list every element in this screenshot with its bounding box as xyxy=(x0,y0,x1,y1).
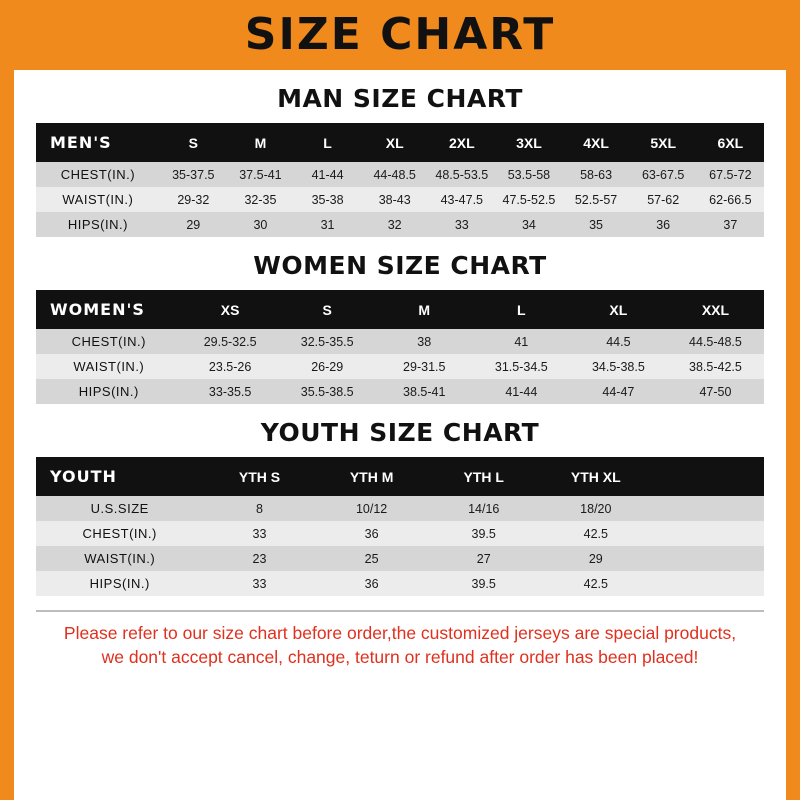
man-col-5xl: 5XL xyxy=(630,123,697,162)
youth-row-label-header: YOUTH xyxy=(36,457,203,496)
section-title-women: WOMEN SIZE CHART xyxy=(253,251,547,280)
man-hips-6xl: 37 xyxy=(697,212,764,237)
women-chest-s: 32.5-35.5 xyxy=(279,329,376,354)
youth-ussize-yth-s: 8 xyxy=(203,496,315,521)
youth-ussize-yth-xl: 18/20 xyxy=(540,496,652,521)
women-table-header xyxy=(36,290,764,329)
man-chest-6xl: 67.5-72 xyxy=(697,162,764,187)
youth-col-yth-s: YTH S xyxy=(203,457,315,496)
youth-row-chest-label: CHEST(IN.) xyxy=(36,521,203,546)
table-header-row xyxy=(36,290,764,329)
table-row xyxy=(36,187,764,212)
women-waist-l: 31.5-34.5 xyxy=(473,354,570,379)
table-row xyxy=(36,162,764,187)
women-hips-s: 35.5-38.5 xyxy=(279,379,376,404)
youth-col-yth-l: YTH L xyxy=(428,457,540,496)
youth-row-waist-label: WAIST(IN.) xyxy=(36,546,203,571)
table-header-row xyxy=(36,457,764,496)
man-hips-xl: 32 xyxy=(361,212,428,237)
man-col-2xl: 2XL xyxy=(428,123,495,162)
women-col-xxl: XXL xyxy=(667,290,764,329)
youth-hips-spacer xyxy=(652,571,764,596)
table-row xyxy=(36,379,764,404)
women-row-label-header: WOMEN'S xyxy=(36,290,182,329)
section-title-youth: YOUTH SIZE CHART xyxy=(260,418,540,447)
table-row xyxy=(36,571,764,596)
women-col-m: M xyxy=(376,290,473,329)
table-row xyxy=(36,329,764,354)
content-area xyxy=(14,84,786,669)
table-row xyxy=(36,212,764,237)
man-col-4xl: 4XL xyxy=(563,123,630,162)
man-chest-s: 35-37.5 xyxy=(160,162,227,187)
women-hips-l: 41-44 xyxy=(473,379,570,404)
youth-waist-yth-l: 27 xyxy=(428,546,540,571)
women-waist-s: 26-29 xyxy=(279,354,376,379)
man-waist-l: 35-38 xyxy=(294,187,361,212)
youth-waist-yth-s: 23 xyxy=(203,546,315,571)
man-size-table xyxy=(36,123,764,237)
man-chest-l: 41-44 xyxy=(294,162,361,187)
women-waist-m: 29-31.5 xyxy=(376,354,473,379)
man-hips-l: 31 xyxy=(294,212,361,237)
youth-table-body xyxy=(36,496,764,596)
youth-chest-yth-m: 36 xyxy=(316,521,428,546)
youth-hips-yth-xl: 42.5 xyxy=(540,571,652,596)
women-hips-xl: 44-47 xyxy=(570,379,667,404)
women-chest-xl: 44.5 xyxy=(570,329,667,354)
man-chest-2xl: 48.5-53.5 xyxy=(428,162,495,187)
table-row xyxy=(36,496,764,521)
youth-col-yth-m: YTH M xyxy=(316,457,428,496)
man-chest-m: 37.5-41 xyxy=(227,162,294,187)
man-row-waist-label: WAIST(IN.) xyxy=(36,187,160,212)
youth-ussize-yth-m: 10/12 xyxy=(316,496,428,521)
man-col-xl: XL xyxy=(361,123,428,162)
table-row xyxy=(36,546,764,571)
man-chest-5xl: 63-67.5 xyxy=(630,162,697,187)
youth-col-spacer xyxy=(652,457,764,496)
youth-chest-yth-xl: 42.5 xyxy=(540,521,652,546)
women-chest-l: 41 xyxy=(473,329,570,354)
women-table-body xyxy=(36,329,764,404)
page-title: SIZE CHART xyxy=(244,9,556,60)
man-col-3xl: 3XL xyxy=(495,123,562,162)
man-hips-2xl: 33 xyxy=(428,212,495,237)
youth-chest-spacer xyxy=(652,521,764,546)
man-chest-3xl: 53.5-58 xyxy=(495,162,562,187)
man-col-l: L xyxy=(294,123,361,162)
man-hips-m: 30 xyxy=(227,212,294,237)
youth-col-yth-xl: YTH XL xyxy=(540,457,652,496)
man-row-hips-label: HIPS(IN.) xyxy=(36,212,160,237)
man-chest-xl: 44-48.5 xyxy=(361,162,428,187)
women-row-hips-label: HIPS(IN.) xyxy=(36,379,182,404)
header-bar xyxy=(0,0,800,70)
youth-waist-spacer xyxy=(652,546,764,571)
man-waist-m: 32-35 xyxy=(227,187,294,212)
youth-chest-yth-l: 39.5 xyxy=(428,521,540,546)
man-waist-5xl: 57-62 xyxy=(630,187,697,212)
youth-waist-yth-xl: 29 xyxy=(540,546,652,571)
section-women xyxy=(36,251,764,404)
youth-ussize-yth-l: 14/16 xyxy=(428,496,540,521)
youth-waist-yth-m: 25 xyxy=(316,546,428,571)
footer-note-line1: Please refer to our size chart before order,the customized jerseys are special products, xyxy=(63,623,737,643)
women-chest-xxl: 44.5-48.5 xyxy=(667,329,764,354)
women-col-s: S xyxy=(279,290,376,329)
man-waist-4xl: 52.5-57 xyxy=(563,187,630,212)
section-title-man: MAN SIZE CHART xyxy=(277,84,523,113)
youth-size-table xyxy=(36,457,764,596)
man-chest-4xl: 58-63 xyxy=(563,162,630,187)
man-waist-2xl: 43-47.5 xyxy=(428,187,495,212)
women-row-chest-label: CHEST(IN.) xyxy=(36,329,182,354)
youth-row-ussize-label: U.S.SIZE xyxy=(36,496,203,521)
table-row xyxy=(36,521,764,546)
man-hips-4xl: 35 xyxy=(563,212,630,237)
man-table-body xyxy=(36,162,764,237)
women-chest-m: 38 xyxy=(376,329,473,354)
footer-note-line2: we don't accept cancel, change, teturn or refund after order has been placed! xyxy=(101,646,699,667)
section-man xyxy=(36,84,764,237)
man-hips-5xl: 36 xyxy=(630,212,697,237)
women-waist-xl: 34.5-38.5 xyxy=(570,354,667,379)
man-col-s: S xyxy=(160,123,227,162)
youth-chest-yth-s: 33 xyxy=(203,521,315,546)
footer-note xyxy=(36,610,764,669)
man-hips-3xl: 34 xyxy=(495,212,562,237)
women-hips-m: 38.5-41 xyxy=(376,379,473,404)
youth-row-hips-label: HIPS(IN.) xyxy=(36,571,203,596)
table-row xyxy=(36,354,764,379)
women-chest-xs: 29.5-32.5 xyxy=(182,329,279,354)
man-table-header xyxy=(36,123,764,162)
man-col-m: M xyxy=(227,123,294,162)
women-hips-xxl: 47-50 xyxy=(667,379,764,404)
women-row-waist-label: WAIST(IN.) xyxy=(36,354,182,379)
man-col-6xl: 6XL xyxy=(697,123,764,162)
women-hips-xs: 33-35.5 xyxy=(182,379,279,404)
man-row-label-header: MEN'S xyxy=(36,123,160,162)
women-col-xs: XS xyxy=(182,290,279,329)
youth-table-header xyxy=(36,457,764,496)
man-hips-s: 29 xyxy=(160,212,227,237)
youth-hips-yth-m: 36 xyxy=(316,571,428,596)
women-size-table xyxy=(36,290,764,404)
youth-hips-yth-l: 39.5 xyxy=(428,571,540,596)
section-youth xyxy=(36,418,764,596)
man-row-chest-label: CHEST(IN.) xyxy=(36,162,160,187)
women-waist-xxl: 38.5-42.5 xyxy=(667,354,764,379)
table-header-row xyxy=(36,123,764,162)
women-col-xl: XL xyxy=(570,290,667,329)
youth-ussize-spacer xyxy=(652,496,764,521)
man-waist-s: 29-32 xyxy=(160,187,227,212)
women-col-l: L xyxy=(473,290,570,329)
man-waist-6xl: 62-66.5 xyxy=(697,187,764,212)
youth-hips-yth-s: 33 xyxy=(203,571,315,596)
man-waist-xl: 38-43 xyxy=(361,187,428,212)
man-waist-3xl: 47.5-52.5 xyxy=(495,187,562,212)
women-waist-xs: 23.5-26 xyxy=(182,354,279,379)
